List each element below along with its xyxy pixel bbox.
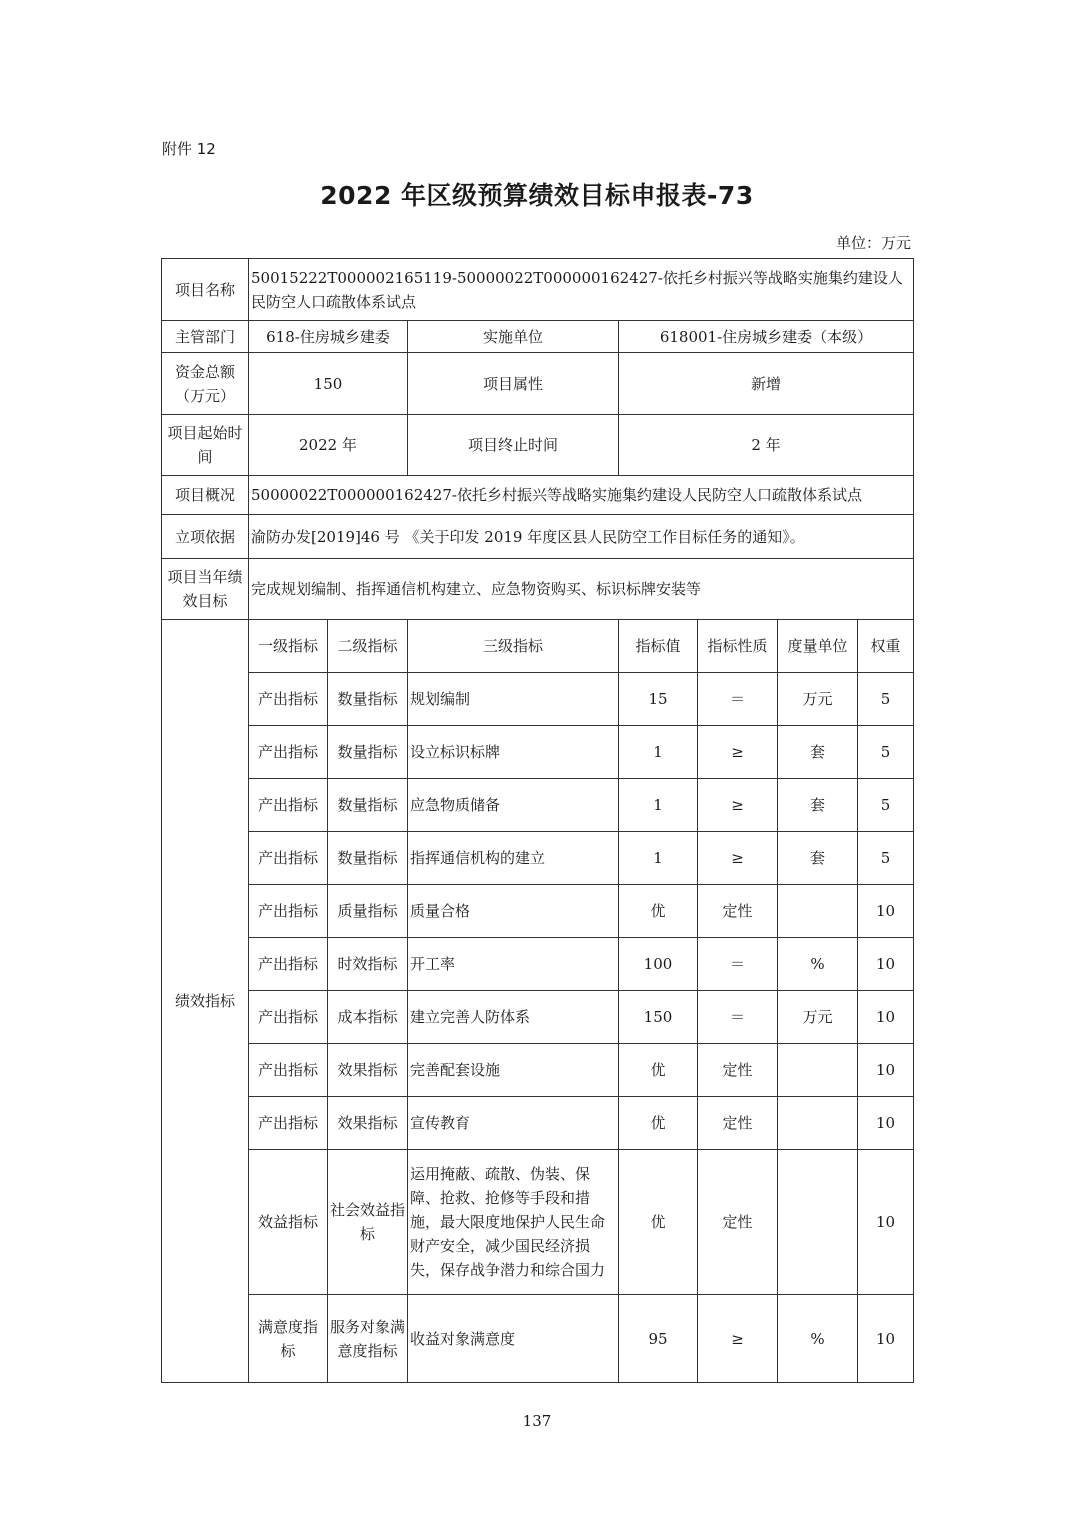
indicator-nature: ≥	[698, 832, 778, 885]
indicator-level3: 应急物质储备	[408, 779, 619, 832]
indicator-weight: 10	[858, 1097, 914, 1150]
indicator-unit: 万元	[778, 991, 858, 1044]
indicator-unit: 套	[778, 779, 858, 832]
header-nature: 指标性质	[698, 620, 778, 673]
indicator-nature: 定性	[698, 885, 778, 938]
end-label: 项目终止时间	[408, 415, 619, 476]
indicator-level1: 产出指标	[249, 1097, 328, 1150]
goal-label: 项目当年绩效目标	[162, 559, 249, 620]
indicator-unit: %	[778, 938, 858, 991]
indicator-unit	[778, 1097, 858, 1150]
indicator-weight: 10	[858, 1044, 914, 1097]
indicator-level1: 产出指标	[249, 885, 328, 938]
indicator-weight: 10	[858, 1295, 914, 1383]
table-row	[162, 1150, 914, 1295]
indicator-value: 优	[619, 1150, 698, 1295]
indicator-value: 95	[619, 1295, 698, 1383]
table-row	[162, 726, 914, 779]
indicator-level3: 完善配套设施	[408, 1044, 619, 1097]
table-row	[162, 885, 914, 938]
indicator-value: 优	[619, 1097, 698, 1150]
indicator-level1: 产出指标	[249, 673, 328, 726]
indicator-value: 1	[619, 779, 698, 832]
header-level1: 一级指标	[249, 620, 328, 673]
indicator-value: 优	[619, 885, 698, 938]
header-weight: 权重	[858, 620, 914, 673]
fund-value: 150	[249, 353, 408, 415]
indicator-level3: 收益对象满意度	[408, 1295, 619, 1383]
overview-label: 项目概况	[162, 476, 249, 515]
indicator-level2: 效果指标	[328, 1044, 408, 1097]
indicator-weight: 5	[858, 726, 914, 779]
table-row	[162, 779, 914, 832]
attachment-label: 附件 12	[162, 140, 216, 158]
indicator-level1: 满意度指标	[249, 1295, 328, 1383]
table-row	[162, 832, 914, 885]
impl-value: 618001-住房城乡建委（本级）	[619, 321, 914, 353]
indicator-weight: 5	[858, 832, 914, 885]
indicator-level2: 数量指标	[328, 673, 408, 726]
indicator-level2: 效果指标	[328, 1097, 408, 1150]
indicator-level2: 社会效益指标	[328, 1150, 408, 1295]
header-level2: 二级指标	[328, 620, 408, 673]
indicator-weight: 10	[858, 885, 914, 938]
budget-table	[161, 258, 914, 1383]
indicator-level1: 产出指标	[249, 1044, 328, 1097]
fund-label: 资金总额（万元）	[162, 353, 249, 415]
indicator-level2: 成本指标	[328, 991, 408, 1044]
indicator-unit: %	[778, 1295, 858, 1383]
indicator-level3: 指挥通信机构的建立	[408, 832, 619, 885]
basis-value: 渝防办发[2019]46 号 《关于印发 2019 年度区县人民防空工作目标任务的通知》。	[249, 515, 914, 559]
impl-label: 实施单位	[408, 321, 619, 353]
indicator-unit	[778, 1150, 858, 1295]
indicator-weight: 5	[858, 779, 914, 832]
indicator-level1: 产出指标	[249, 991, 328, 1044]
dept-label: 主管部门	[162, 321, 249, 353]
indicator-nature: ≥	[698, 726, 778, 779]
indicator-unit	[778, 885, 858, 938]
table-row	[162, 991, 914, 1044]
indicator-unit: 套	[778, 832, 858, 885]
project-name-label: 项目名称	[162, 259, 249, 321]
indicator-level2: 服务对象满意度指标	[328, 1295, 408, 1383]
indicator-nature: ≥	[698, 1295, 778, 1383]
page-title: 2022 年区级预算绩效目标申报表-73	[320, 181, 754, 210]
indicator-nature: 定性	[698, 1044, 778, 1097]
indicator-level1: 产出指标	[249, 832, 328, 885]
indicator-level2: 数量指标	[328, 779, 408, 832]
end-value: 2 年	[619, 415, 914, 476]
indicator-weight: 5	[858, 673, 914, 726]
indicator-level3: 设立标识标牌	[408, 726, 619, 779]
indicator-nature: ＝	[698, 938, 778, 991]
indicator-level3: 质量合格	[408, 885, 619, 938]
header-level3: 三级指标	[408, 620, 619, 673]
indicator-level3: 规划编制	[408, 673, 619, 726]
indicator-nature: ＝	[698, 673, 778, 726]
table-row	[162, 1044, 914, 1097]
header-value: 指标值	[619, 620, 698, 673]
indicator-level1: 产出指标	[249, 779, 328, 832]
indicator-value: 15	[619, 673, 698, 726]
table-row	[162, 1097, 914, 1150]
indicator-unit	[778, 1044, 858, 1097]
indicator-level2: 质量指标	[328, 885, 408, 938]
start-value: 2022 年	[249, 415, 408, 476]
table-row	[162, 938, 914, 991]
indicator-level1: 产出指标	[249, 726, 328, 779]
indicator-value: 150	[619, 991, 698, 1044]
attr-label: 项目属性	[408, 353, 619, 415]
goal-value: 完成规划编制、指挥通信机构建立、应急物资购买、标识标牌安装等	[249, 559, 914, 620]
indicator-level3: 建立完善人防体系	[408, 991, 619, 1044]
indicator-level2: 数量指标	[328, 832, 408, 885]
indicator-level3: 开工率	[408, 938, 619, 991]
indicator-value: 1	[619, 726, 698, 779]
indicator-level2: 时效指标	[328, 938, 408, 991]
indicators-section-label: 绩效指标	[162, 620, 249, 1383]
indicator-nature: ＝	[698, 991, 778, 1044]
indicator-nature: 定性	[698, 1097, 778, 1150]
indicator-value: 1	[619, 832, 698, 885]
attr-value: 新增	[619, 353, 914, 415]
dept-value: 618-住房城乡建委	[249, 321, 408, 353]
indicator-nature: ≥	[698, 779, 778, 832]
indicator-level3: 宣传教育	[408, 1097, 619, 1150]
indicator-weight: 10	[858, 938, 914, 991]
indicator-nature: 定性	[698, 1150, 778, 1295]
indicator-level2: 数量指标	[328, 726, 408, 779]
indicator-weight: 10	[858, 991, 914, 1044]
indicator-value: 100	[619, 938, 698, 991]
indicator-unit: 套	[778, 726, 858, 779]
indicator-value: 优	[619, 1044, 698, 1097]
start-label: 项目起始时间	[162, 415, 249, 476]
unit-label: 单位：万元	[835, 234, 911, 252]
header-unit: 度量单位	[778, 620, 858, 673]
indicator-level3: 运用掩蔽、疏散、伪装、保障、抢救、抢修等手段和措施，最大限度地保护人民生命财产安全，减少国民经济损失，保存战争潜力和综合国力	[408, 1150, 619, 1295]
indicator-level1: 产出指标	[249, 938, 328, 991]
page-number: 137	[522, 1412, 552, 1430]
indicator-level1: 效益指标	[249, 1150, 328, 1295]
indicator-unit: 万元	[778, 673, 858, 726]
indicator-weight: 10	[858, 1150, 914, 1295]
project-name-value: 50015222T000002165119-50000022T000000162427-依托乡村振兴等战略实施集约建设人民防空人口疏散体系试点	[249, 259, 914, 321]
table-row	[162, 673, 914, 726]
overview-value: 50000022T000000162427-依托乡村振兴等战略实施集约建设人民防空人口疏散体系试点	[249, 476, 914, 515]
table-row	[162, 1295, 914, 1383]
basis-label: 立项依据	[162, 515, 249, 559]
